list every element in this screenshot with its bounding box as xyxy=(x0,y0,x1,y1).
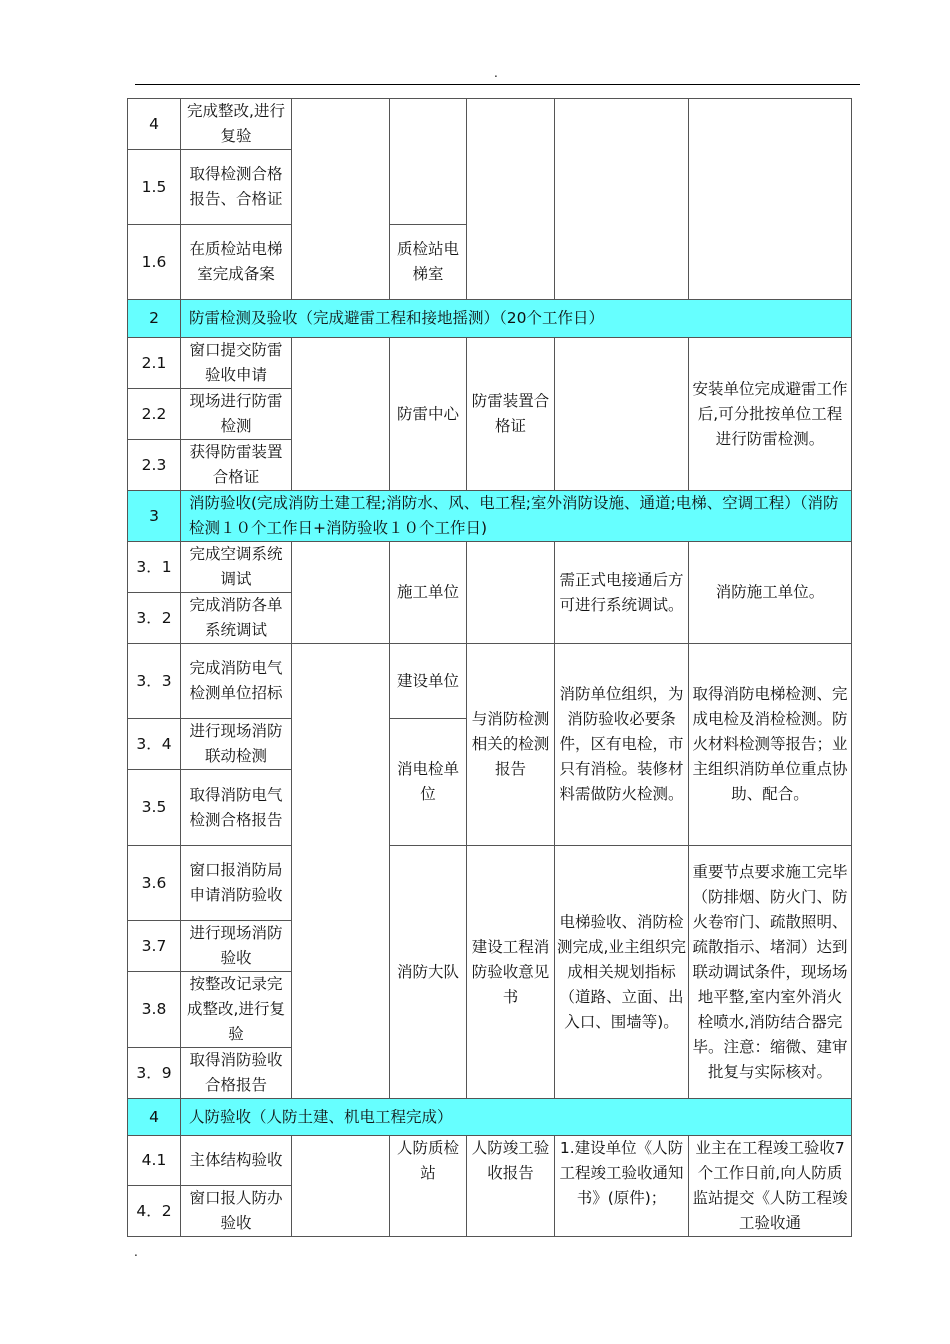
task-cell: 取得消防电气检测合格报告 xyxy=(181,770,292,846)
item-number: 2.3 xyxy=(128,440,181,491)
remark-cell: 安装单位完成避雷工作后,可分批按单位工程进行防雷检测。 xyxy=(689,338,852,491)
acceptance-schedule-table xyxy=(127,98,852,1237)
task-cell: 取得消防验收合格报告 xyxy=(181,1048,292,1099)
item-number: 1.5 xyxy=(128,150,181,225)
table-row xyxy=(128,1136,852,1186)
section-row-4 xyxy=(128,1099,852,1136)
department-cell: 消防大队 xyxy=(390,846,467,1099)
task-cell: 按整改记录完成整改,进行复验 xyxy=(181,972,292,1048)
department-cell: 建设单位 xyxy=(390,644,467,719)
result-cell: 与消防检测相关的检测报告 xyxy=(467,644,555,846)
item-number: 3．1 xyxy=(128,542,181,593)
item-number: 3.5 xyxy=(128,770,181,846)
table-row xyxy=(128,338,852,389)
empty-cell xyxy=(689,99,852,300)
task-cell: 完成整改,进行复验 xyxy=(181,99,292,150)
result-cell: 人防竣工验收报告 xyxy=(467,1136,555,1237)
result-cell: 防雷装置合格证 xyxy=(467,338,555,491)
item-number: 3．3 xyxy=(128,644,181,719)
task-cell: 窗口报消防局申请消防验收 xyxy=(181,846,292,921)
item-number: 2.2 xyxy=(128,389,181,440)
department-cell: 防雷中心 xyxy=(390,338,467,491)
header-dot: . xyxy=(494,66,498,80)
remark-cell: 重要节点要求施工完毕（防排烟、防火门、防火卷帘门、疏散照明、疏散指示、堵洞）达到联动调试条件，现场场地平整,室内室外消火栓喷水,消防结合器完毕。注意：缩微、建审批复与实际核对。 xyxy=(689,846,852,1099)
empty-cell xyxy=(292,99,390,300)
task-cell: 进行现场消防联动检测 xyxy=(181,719,292,770)
empty-cell xyxy=(467,542,555,644)
department-cell: 人防质检站 xyxy=(390,1136,467,1237)
footer-dot: . xyxy=(134,1245,138,1259)
section-row-3 xyxy=(128,491,852,542)
empty-cell xyxy=(292,542,390,644)
department-cell: 质检站电梯室 xyxy=(390,225,467,300)
remark-cell: 取得消防电梯检测、完成电检及消检检测。防火材料检测等报告；业主组织消防单位重点协助、配合。 xyxy=(689,644,852,846)
condition-cell: 消防单位组织，为消防验收必要条件，区有电检，市只有消检。装修材料需做防火检测。 xyxy=(555,644,689,846)
section-title: 消防验收(完成消防土建工程;消防水、风、电工程;室外消防设施、通道;电梯、空调工程）（消防检测１０个工作日+消防验收１０个工作日) xyxy=(181,491,852,542)
task-cell: 完成消防电气检测单位招标 xyxy=(181,644,292,719)
item-number: 4.1 xyxy=(128,1136,181,1186)
condition-cell: 需正式电接通后方可进行系统调试。 xyxy=(555,542,689,644)
section-row-2 xyxy=(128,300,852,338)
empty-cell xyxy=(292,644,390,1099)
item-number: 3.6 xyxy=(128,846,181,921)
item-number: 3．2 xyxy=(128,593,181,644)
condition-cell: 1.建设单位《人防工程竣工验收通知书》(原件)； xyxy=(555,1136,689,1237)
item-number: 3.8 xyxy=(128,972,181,1048)
item-number: 3.7 xyxy=(128,921,181,972)
remark-cell: 消防施工单位。 xyxy=(689,542,852,644)
empty-cell xyxy=(555,338,689,491)
table-row xyxy=(128,99,852,150)
condition-cell: 电梯验收、消防检测完成,业主组织完成相关规划指标（道路、立面、出入口、围墙等)。 xyxy=(555,846,689,1099)
item-number: 1.6 xyxy=(128,225,181,300)
empty-cell xyxy=(292,338,390,491)
task-cell: 完成空调系统调试 xyxy=(181,542,292,593)
table-row xyxy=(128,644,852,719)
empty-cell xyxy=(390,99,467,225)
task-cell: 取得检测合格报告、合格证 xyxy=(181,150,292,225)
task-cell: 窗口报人防办验收 xyxy=(181,1186,292,1237)
section-number: 2 xyxy=(128,300,181,338)
section-number: 4 xyxy=(128,1099,181,1136)
task-cell: 完成消防各单系统调试 xyxy=(181,593,292,644)
item-number: 2.1 xyxy=(128,338,181,389)
task-cell: 主体结构验收 xyxy=(181,1136,292,1186)
empty-cell xyxy=(292,1136,390,1237)
section-number: 3 xyxy=(128,491,181,542)
department-cell: 消电检单位 xyxy=(390,719,467,846)
item-number: 3．9 xyxy=(128,1048,181,1099)
department-cell: 施工单位 xyxy=(390,542,467,644)
header-rule xyxy=(135,84,860,85)
section-title: 防雷检测及验收（完成避雷工程和接地摇测）（20个工作日） xyxy=(181,300,852,338)
task-cell: 窗口提交防雷验收申请 xyxy=(181,338,292,389)
task-cell: 在质检站电梯室完成备案 xyxy=(181,225,292,300)
item-number: 3．4 xyxy=(128,719,181,770)
result-cell: 建设工程消防验收意见书 xyxy=(467,846,555,1099)
remark-cell: 业主在工程竣工验收7个工作日前,向人防质监站提交《人防工程竣工验收通 xyxy=(689,1136,852,1237)
item-number: 4．2 xyxy=(128,1186,181,1237)
empty-cell xyxy=(555,99,689,300)
empty-cell xyxy=(467,99,555,300)
task-cell: 现场进行防雷检测 xyxy=(181,389,292,440)
table-row xyxy=(128,542,852,593)
task-cell: 进行现场消防验收 xyxy=(181,921,292,972)
section-title: 人防验收（人防土建、机电工程完成） xyxy=(181,1099,852,1136)
table-row xyxy=(128,846,852,921)
item-number: 4 xyxy=(128,99,181,150)
task-cell: 获得防雷装置合格证 xyxy=(181,440,292,491)
